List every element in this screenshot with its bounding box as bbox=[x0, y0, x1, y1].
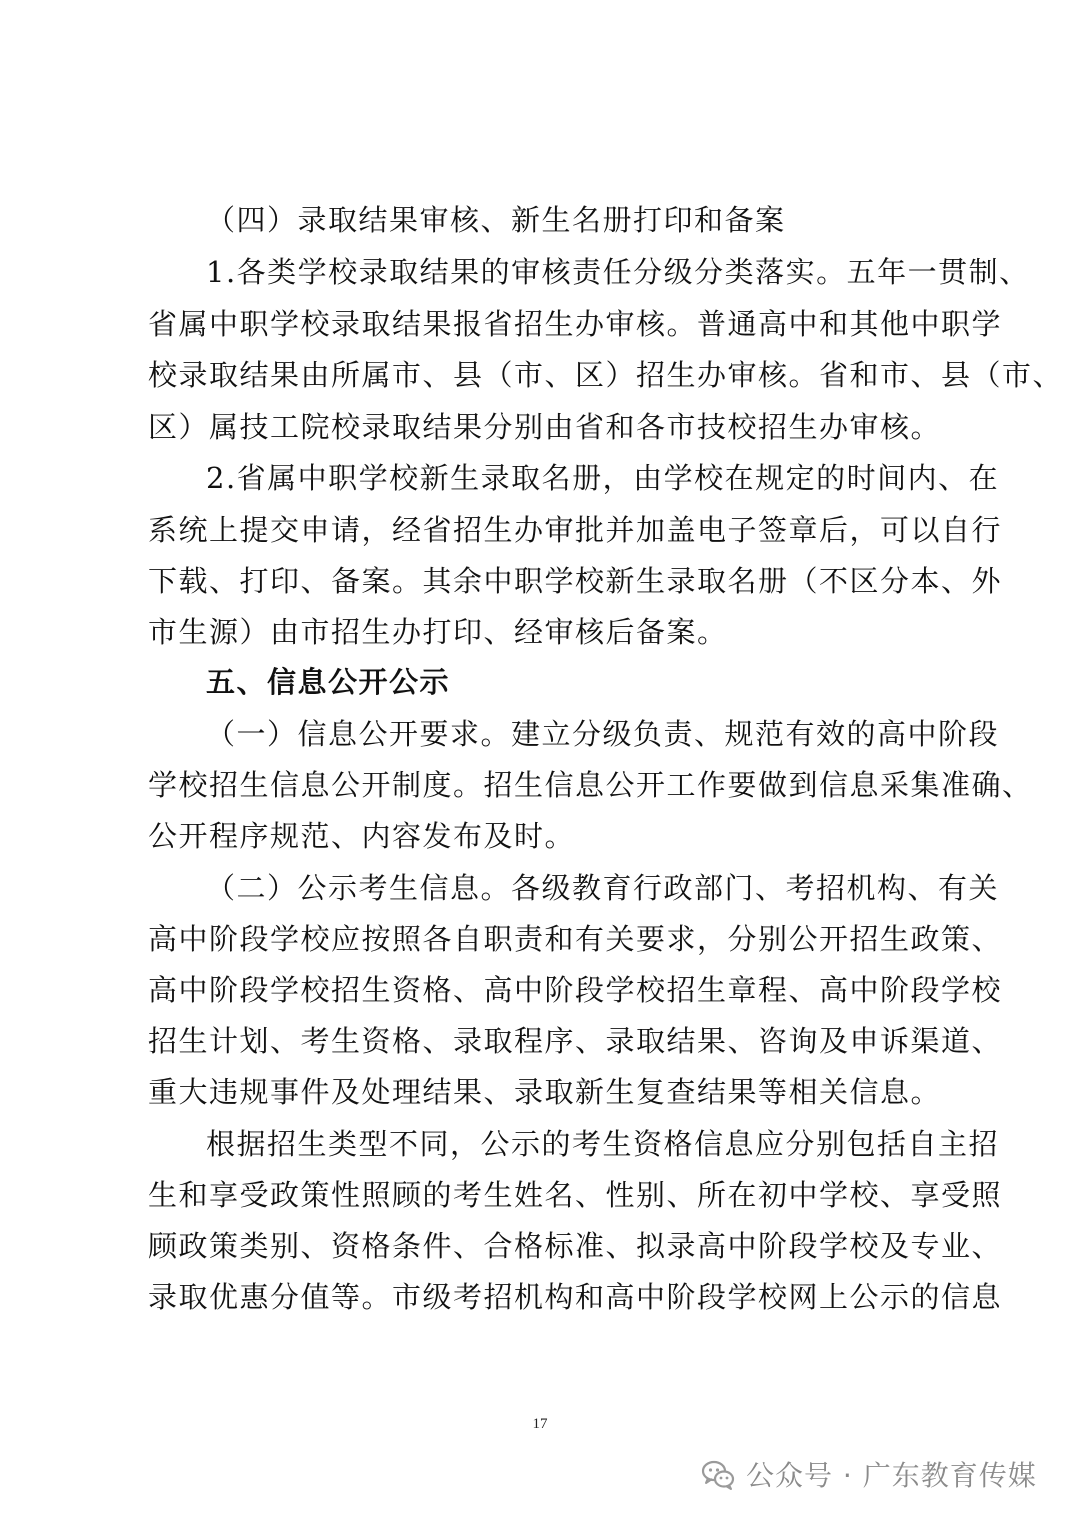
paragraph-line: 学校招生信息公开制度。招生信息公开工作要做到信息采集准确、 bbox=[148, 768, 1033, 802]
watermark bbox=[700, 1452, 1037, 1496]
paragraph-line: 省属中职学校录取结果报省招生办审核。普通高中和其他中职学 bbox=[148, 307, 1003, 341]
paragraph-line: 公开程序规范、内容发布及时。 bbox=[148, 819, 576, 853]
paragraph-line: 市生源）由市招生办打印、经审核后备案。 bbox=[148, 615, 728, 649]
paragraph-line: 区）属技工院校录取结果分别由省和各市技校招生办审核。 bbox=[148, 410, 942, 444]
paragraph-line: 录取优惠分值等。市级考招机构和高中阶段学校网上公示的信息 bbox=[148, 1280, 1003, 1314]
paragraph-line: 系统上提交申请，经省招生办审批并加盖电子签章后，可以自行 bbox=[148, 513, 1003, 547]
paragraph-line: 招生计划、考生资格、录取程序、录取结果、咨询及申诉渠道、 bbox=[148, 1024, 1003, 1058]
paragraph-line: 1.各类学校录取结果的审核责任分级分类落实。五年一贯制、 bbox=[206, 255, 1030, 289]
paragraph-line: 下载、打印、备案。其余中职学校新生录取名册（不区分本、外 bbox=[148, 564, 1003, 598]
paragraph-line: 生和享受政策性照顾的考生姓名、性别、所在初中学校、享受照 bbox=[148, 1178, 1003, 1212]
section-heading-5: 五、信息公开公示 bbox=[206, 665, 451, 699]
paragraph-line: （二）公示考生信息。各级教育行政部门、考招机构、有关 bbox=[206, 871, 1000, 905]
wechat-icon bbox=[700, 1456, 736, 1492]
paragraph-line: 重大违规事件及处理结果、录取新生复查结果等相关信息。 bbox=[148, 1075, 942, 1109]
watermark-text: 公众号 · 广东教育传媒 bbox=[746, 1459, 1037, 1492]
paragraph-line: 顾政策类别、资格条件、合格标准、拟录高中阶段学校及专业、 bbox=[148, 1229, 1003, 1263]
paragraph-line: 根据招生类型不同，公示的考生资格信息应分别包括自主招 bbox=[206, 1127, 1000, 1161]
paragraph-line: 高中阶段学校招生资格、高中阶段学校招生章程、高中阶段学校 bbox=[148, 973, 1003, 1007]
paragraph-line: 校录取结果由所属市、县（市、区）招生办审核。省和市、县（市、 bbox=[148, 358, 1064, 392]
paragraph-line: 高中阶段学校应按照各自职责和有关要求，分别公开招生政策、 bbox=[148, 922, 1003, 956]
section-subheading-4: （四）录取结果审核、新生名册打印和备案 bbox=[206, 203, 786, 237]
paragraph-line: （一）信息公开要求。建立分级负责、规范有效的高中阶段 bbox=[206, 717, 1000, 751]
page-number: 17 bbox=[532, 1416, 548, 1432]
paragraph-line: 2.省属中职学校新生录取名册，由学校在规定的时间内、在 bbox=[206, 461, 1000, 495]
